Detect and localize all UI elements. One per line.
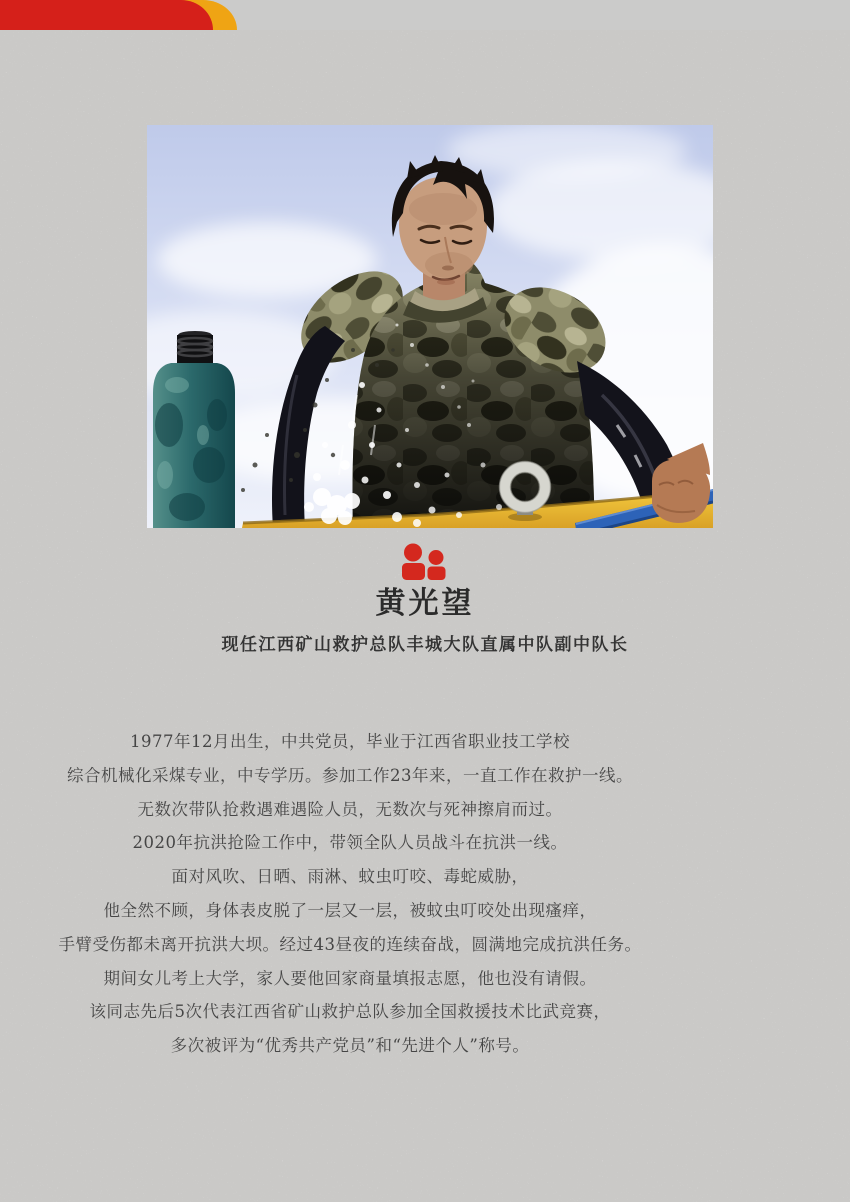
person-name: 黄光望: [375, 586, 475, 621]
bio-line: 多次被评为“优秀共产党员”和“先进个人”称号。: [170, 1036, 530, 1056]
bio-line: 该同志先后5次代表江西省矿山救护总队参加全国救援技术比武竞赛，: [89, 1002, 611, 1022]
header-ribbon-red: [0, 0, 213, 30]
people-icon: [0, 543, 850, 581]
bio-line: 1977年12月出生，中共党员，毕业于江西省职业技工学校: [130, 732, 570, 751]
profile-photo: [147, 125, 713, 528]
bio-line: 面对风吹、日晒、雨淋、蚊虫叮咬、毒蛇威胁，: [171, 867, 529, 887]
bio-line: 手臂受伤都未离开抗洪大坝。经过43昼夜的连续奋战，圆满地完成抗洪任务。: [58, 934, 642, 954]
header-bar: [0, 0, 850, 30]
bio-line: 无数次带队抢救遇难遇险人员，无数次与死神擦肩而过。: [137, 799, 563, 819]
bio-line: 他全然不顾，身体表皮脱了一层又一层，被蚊虫叮咬处出现瘙痒，: [103, 900, 597, 920]
bio-line: 综合机械化采煤专业，中专学历。参加工作23年来，一直工作在救护一线。: [67, 765, 633, 785]
person-title: 现任江西矿山救护总队丰城大队直属中队副中队长: [221, 635, 629, 655]
bio-line: 期间女儿考上大学，家人要他回家商量填报志愿，他也没有请假。: [103, 968, 597, 988]
biography-section: [0, 725, 700, 1063]
bio-line: 2020年抗洪抢险工作中，带领全队人员战斗在抗洪一线。: [132, 833, 568, 853]
